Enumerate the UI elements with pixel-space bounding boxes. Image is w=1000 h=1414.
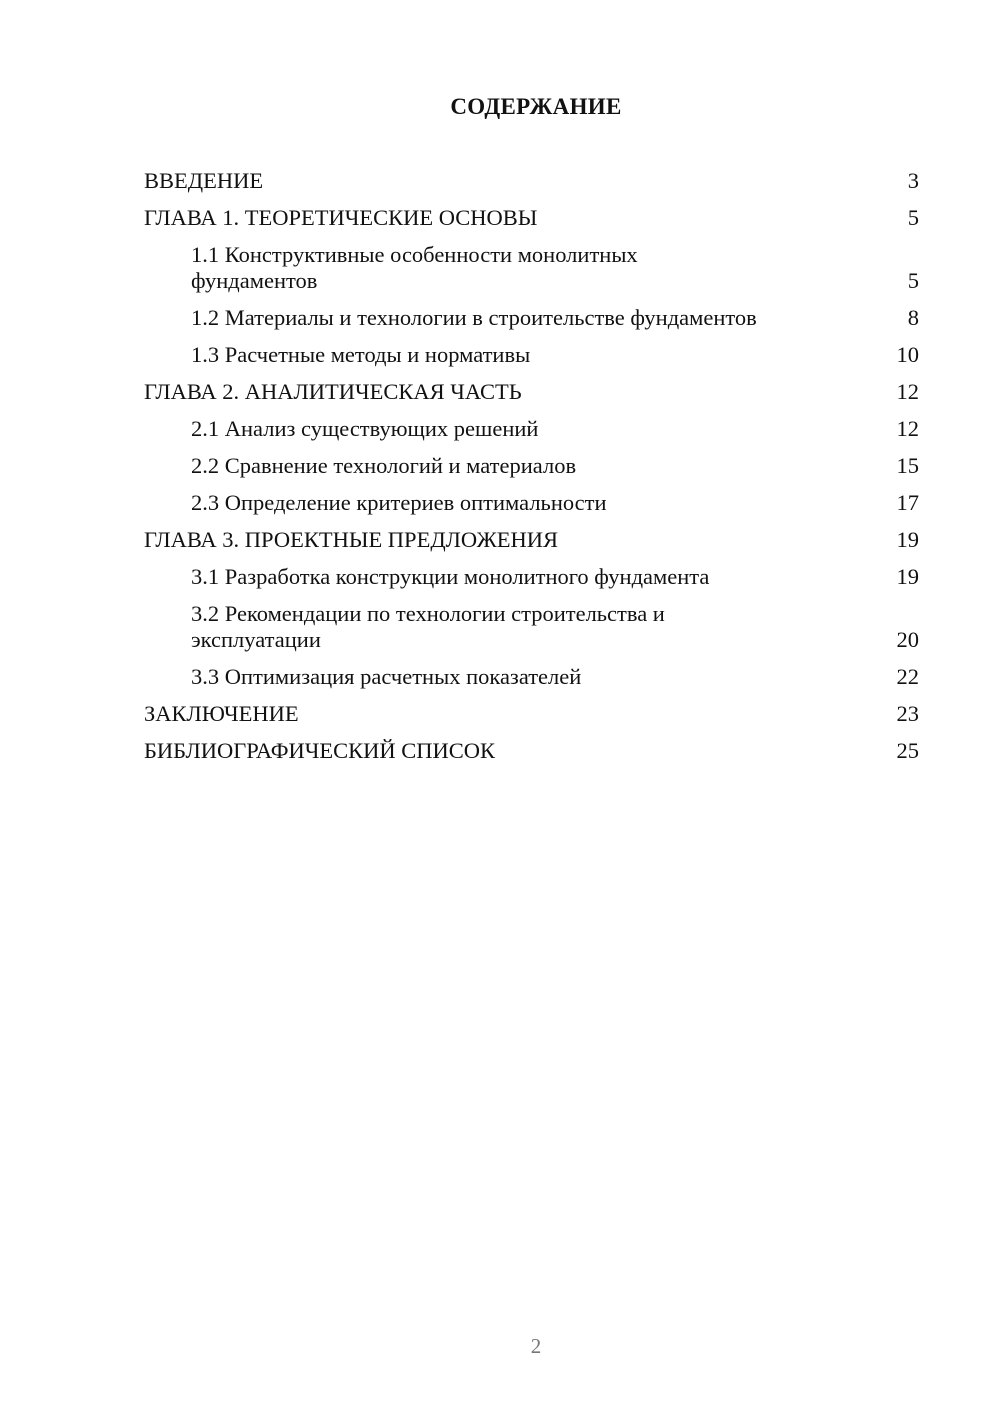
toc-entry[interactable] — [144, 305, 919, 331]
toc-entry-label: ГЛАВА 1. ТЕОРЕТИЧЕСКИЕ ОСНОВЫ — [144, 205, 538, 230]
toc-entry-label: 3.1 Разработка конструкции монолитного фундамента — [191, 564, 710, 589]
toc-entry-label: 1.1 Конструктивные особенности монолитных фундаментов — [191, 242, 638, 293]
toc-entry-label: 2.1 Анализ существующих решений — [191, 416, 539, 441]
toc-entry-label: ГЛАВА 2. АНАЛИТИЧЕСКАЯ ЧАСТЬ — [144, 379, 522, 404]
toc-entry-page: 5 — [907, 205, 919, 230]
toc-entry[interactable] — [144, 701, 919, 727]
toc-entry[interactable] — [144, 205, 919, 231]
toc-entry[interactable] — [144, 490, 919, 516]
toc-entry-label: ГЛАВА 3. ПРОЕКТНЫЕ ПРЕДЛОЖЕНИЯ — [144, 527, 559, 552]
toc-entry[interactable] — [144, 738, 919, 764]
toc-entry[interactable] — [144, 342, 919, 368]
toc-entry-page: 3 — [907, 168, 919, 193]
toc-entry-label: 1.3 Расчетные методы и нормативы — [191, 342, 531, 367]
toc-entry-page: 25 — [896, 738, 919, 763]
toc-entry[interactable] — [144, 242, 919, 294]
toc-entry-label: 1.2 Материалы и технологии в строительстве фундаментов — [191, 305, 757, 330]
toc-entry[interactable] — [144, 453, 919, 479]
toc-entry-page: 20 — [896, 627, 919, 652]
toc-entry-page: 12 — [896, 416, 919, 441]
toc-entry-label: 3.2 Рекомендации по технологии строительства и эксплуатации — [191, 601, 665, 652]
toc-entry-page: 19 — [896, 564, 919, 589]
page-number: 2 — [530, 1334, 542, 1358]
toc-entry-page: 17 — [896, 490, 919, 515]
toc-entry[interactable] — [144, 527, 919, 553]
toc-entry-page: 5 — [907, 268, 919, 293]
toc-entry-label: 2.2 Сравнение технологий и материалов — [191, 453, 577, 478]
table-of-contents — [144, 168, 919, 775]
toc-entry[interactable] — [144, 379, 919, 405]
toc-entry[interactable] — [144, 416, 919, 442]
toc-entry-page: 22 — [896, 664, 919, 689]
toc-entry-label: ЗАКЛЮЧЕНИЕ — [144, 701, 299, 726]
toc-entry[interactable] — [144, 168, 919, 194]
toc-entry[interactable] — [144, 664, 919, 690]
toc-entry-label: 2.3 Определение критериев оптимальности — [191, 490, 607, 515]
toc-entry-page: 23 — [896, 701, 919, 726]
toc-entry[interactable] — [144, 601, 919, 653]
toc-entry-label: ВВЕДЕНИЕ — [144, 168, 264, 193]
toc-entry-page: 8 — [907, 305, 919, 330]
toc-entry[interactable] — [144, 564, 919, 590]
toc-entry-label: 3.3 Оптимизация расчетных показателей — [191, 664, 582, 689]
toc-entry-page: 15 — [896, 453, 919, 478]
toc-entry-page: 10 — [896, 342, 919, 367]
toc-entry-page: 19 — [896, 527, 919, 552]
toc-entry-page: 12 — [896, 379, 919, 404]
toc-entry-label: БИБЛИОГРАФИЧЕСКИЙ СПИСОК — [144, 738, 496, 763]
page-title: СОДЕРЖАНИЕ — [450, 94, 622, 119]
